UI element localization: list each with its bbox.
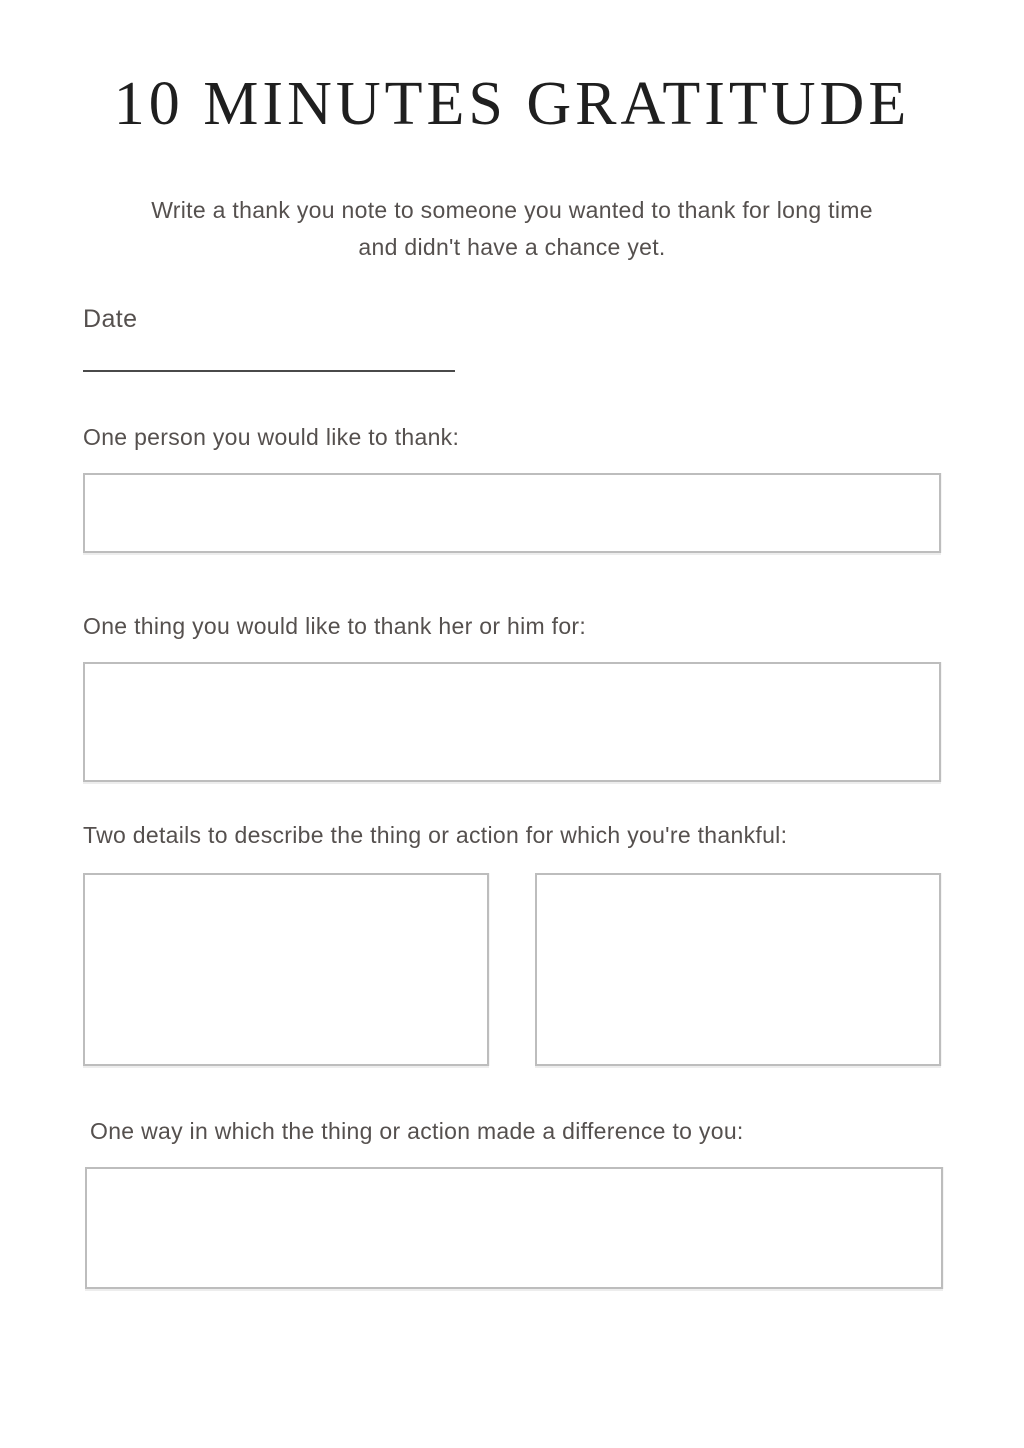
field-label-difference-made: One way in which the thing or action made a difference to you: xyxy=(90,1117,744,1144)
detail-input-box-right[interactable] xyxy=(535,873,941,1066)
detail-input-box-left[interactable] xyxy=(83,873,489,1066)
field-label-person-to-thank: One person you would like to thank: xyxy=(83,423,460,450)
page-title: 10 MINUTES GRATITUDE xyxy=(113,70,911,138)
field-label-thing-to-thank-for: One thing you would like to thank her or him for: xyxy=(83,612,587,639)
difference-made-input-box[interactable] xyxy=(85,1167,943,1289)
thing-to-thank-for-input-box[interactable] xyxy=(83,662,941,782)
page-subtitle xyxy=(117,192,907,267)
detail-boxes-row xyxy=(83,873,941,1066)
date-input-line[interactable] xyxy=(83,370,455,372)
date-label: Date xyxy=(83,304,138,333)
subtitle-line-2: and didn't have a chance yet. xyxy=(358,234,666,261)
person-to-thank-input-box[interactable] xyxy=(83,473,941,553)
field-label-two-details: Two details to describe the thing or action for which you're thankful: xyxy=(83,821,788,848)
subtitle-line-1: Write a thank you note to someone you wanted to thank for long time xyxy=(151,197,873,224)
